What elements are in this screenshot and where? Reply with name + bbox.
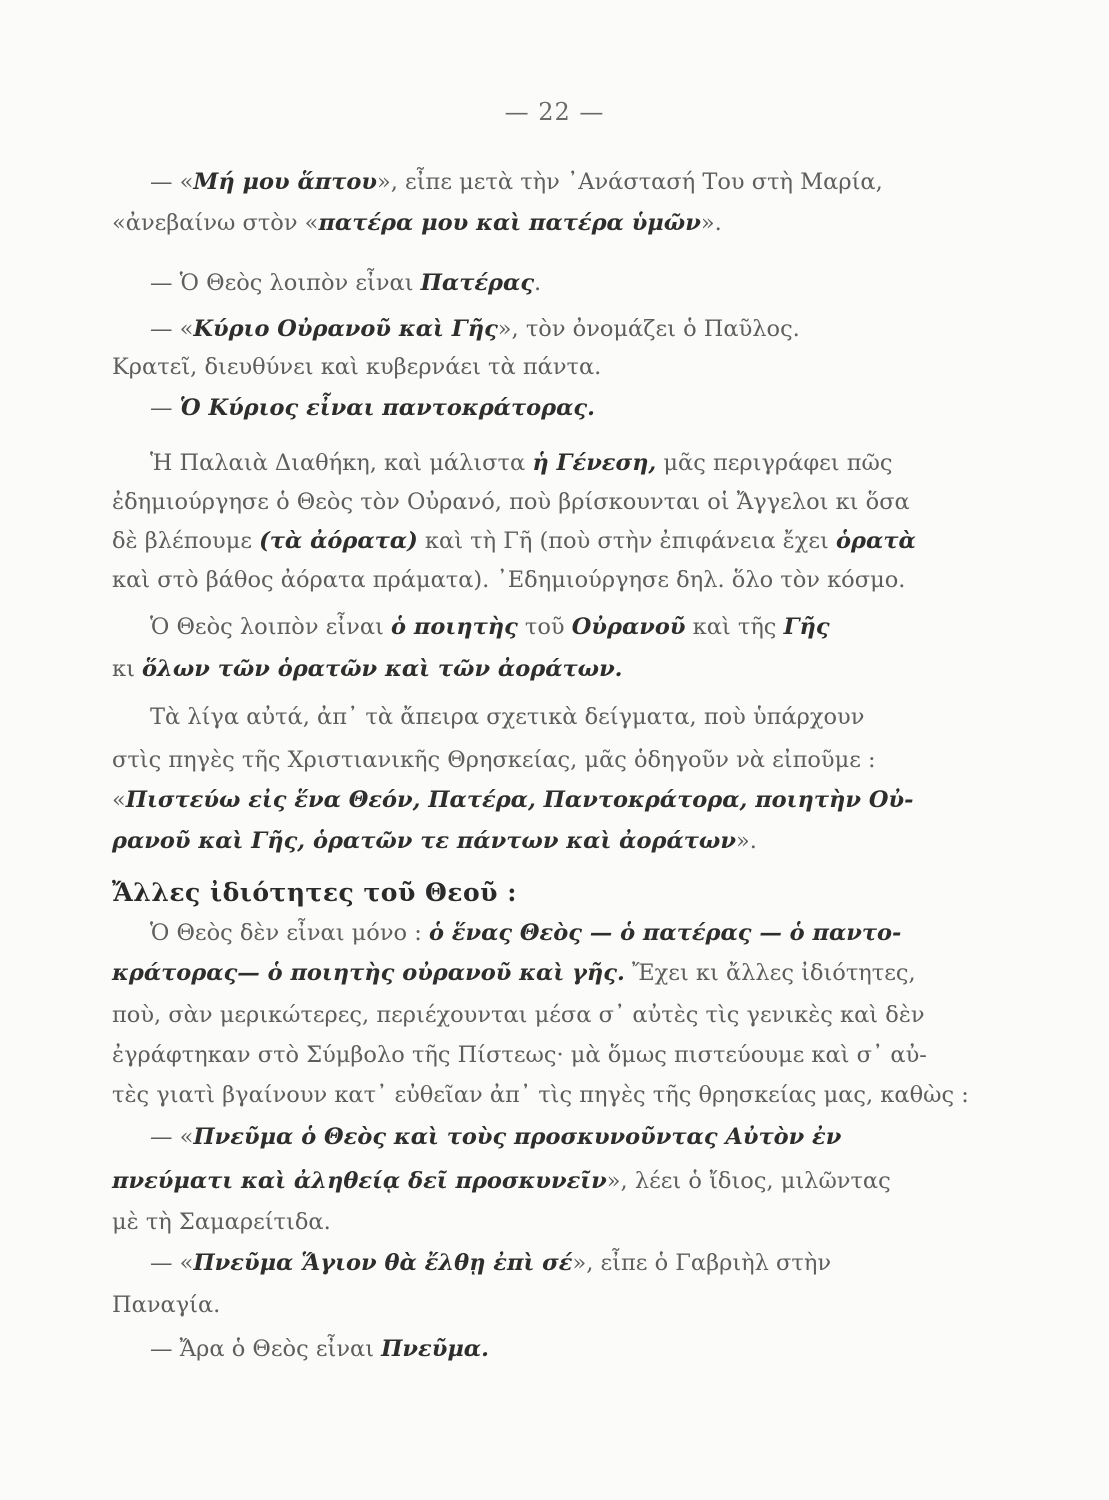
- text-line-16: [112, 826, 1002, 856]
- text-line-1: [150, 167, 1040, 197]
- emphasis-text: Πιστεύω εἰς ἕνα Θεόν, Πατέρα, Παντοκράτορα, ποιητὴν Οὐ-: [125, 787, 914, 813]
- body-text: καὶ στὸ βάθος ἀόρατα πράματα). ᾿Εδημιούργησε δηλ. ὅλο τὸν κόσμο.: [112, 567, 906, 593]
- emphasis-text: Πνεῦμα ὁ Θεὸς καὶ τοὺς προσκυνοῦντας Αὐτὸν ἐν: [193, 1124, 842, 1150]
- emphasis-text: Πατέρας: [420, 270, 535, 296]
- body-text: ».: [735, 828, 757, 854]
- emphasis-text: κράτορας— ὁ ποιητὴς οὐρανοῦ καὶ γῆς.: [112, 960, 625, 986]
- text-line-23: [150, 1122, 1040, 1152]
- text-line-11: [150, 612, 1040, 642]
- body-text: ».: [700, 210, 722, 236]
- heading-text: Ἄλλες ἰδιότητες τοῦ Θεοῦ :: [112, 878, 517, 907]
- body-text: στὶς πηγὲς τῆς Χριστιανικῆς Θρησκείας, μᾶς ὁδηγοῦν νὰ εἰποῦμε :: [112, 747, 876, 773]
- body-text: Ἔχει κι ἄλλες ἰδιότητες,: [624, 960, 916, 986]
- body-text: — «: [150, 169, 194, 195]
- body-text: Ἡ Παλαιὰ Διαθήκη, καὶ μάλιστα: [150, 450, 533, 476]
- text-line-14: [112, 745, 1002, 775]
- text-line-6: [150, 393, 1040, 423]
- emphasis-text: Οὐρανοῦ: [571, 614, 686, 640]
- emphasis-text: Πνεῦμα.: [381, 1336, 489, 1362]
- body-text: δὲ βλέπουμε: [112, 528, 260, 554]
- text-line-18: [150, 918, 1040, 948]
- body-text: μὲ τὴ Σαμαρείτιδα.: [112, 1209, 331, 1235]
- emphasis-text: Πνεῦμα Ἅγιον θὰ ἔλθῃ ἐπὶ σέ: [193, 1250, 573, 1276]
- text-line-3: [150, 268, 1040, 298]
- page-number: — 22 —: [504, 98, 605, 126]
- text-line-26: [150, 1248, 1040, 1278]
- text-line-10: [112, 565, 1002, 595]
- body-text: κι: [112, 656, 143, 682]
- emphasis-text: (τὰ ἀόρατα): [259, 528, 418, 554]
- body-text: — Ὁ Θεὸς λοιπὸν εἶναι: [150, 270, 421, 296]
- text-line-13: [150, 702, 1040, 732]
- text-line-20: [112, 1000, 1002, 1030]
- emphasis-text: Κύριο Οὐρανοῦ καὶ Γῆς: [193, 316, 498, 342]
- body-text: », εἶπε ὁ Γαβριὴλ στὴν: [572, 1250, 832, 1276]
- emphasis-text: ὁ ποιητὴς: [391, 614, 518, 640]
- text-line-8: [112, 487, 1002, 517]
- body-text: —: [150, 395, 180, 421]
- body-text: », λέει ὁ ἴδιος, μιλῶντας: [606, 1168, 891, 1194]
- emphasis-text: ὁ ἕνας Θεὸς — ὁ πατέρας — ὁ παντο-: [428, 920, 902, 946]
- body-text: «: [112, 787, 126, 813]
- text-line-22: [112, 1080, 1002, 1110]
- body-text: .: [534, 270, 542, 296]
- body-text: — «: [150, 1124, 194, 1150]
- body-text: καὶ τῆς: [685, 614, 784, 640]
- text-line-24: [112, 1166, 1002, 1196]
- text-line-9: [112, 526, 1002, 556]
- text-line-28: [150, 1334, 1040, 1364]
- emphasis-text: ὅλων τῶν ὁρατῶν καὶ τῶν ἀοράτων.: [142, 656, 623, 682]
- text-line-25: [112, 1207, 1002, 1237]
- text-line-5: [112, 352, 1002, 382]
- text-line-2: [112, 208, 1002, 238]
- text-line-21: [112, 1040, 1002, 1070]
- body-text: — Ἄρα ὁ Θεὸς εἶναι: [150, 1336, 382, 1362]
- emphasis-text: Μή μου ἅπτου: [193, 169, 377, 195]
- body-text: Κρατεῖ, διευθύνει καὶ κυβερνάει τὰ πάντα.: [112, 354, 602, 380]
- text-line-4: [150, 314, 1040, 344]
- body-text: Ὁ Θεὸς λοιπὸν εἶναι: [150, 614, 392, 640]
- emphasis-text: ἡ Γένεση,: [532, 450, 657, 476]
- text-line-27: [112, 1290, 1002, 1320]
- emphasis-text: ὁρατὰ: [836, 528, 916, 554]
- emphasis-text: πνεύματι καὶ ἀληθείᾳ δεῖ προσκυνεῖν: [112, 1168, 607, 1194]
- text-line-7: [150, 448, 1040, 478]
- body-text: — «: [150, 316, 194, 342]
- emphasis-text: πατέρα μου καὶ πατέρα ὑμῶν: [318, 210, 701, 236]
- emphasis-text: Γῆς: [783, 614, 830, 640]
- body-text: μᾶς περιγράφει πῶς: [656, 450, 893, 476]
- section-heading: [112, 878, 1002, 909]
- body-text: τοῦ: [517, 614, 572, 640]
- body-text: Τὰ λίγα αὐτά, ἀπ᾿ τὰ ἄπειρα σχετικὰ δείγματα, ποὺ ὑπάρχουν: [150, 704, 865, 730]
- emphasis-text: Ὁ Κύριος εἶναι παντοκράτορας.: [179, 395, 595, 421]
- body-text: », εἶπε μετὰ τὴν ᾿Ανάστασή Του στὴ Μαρία,: [376, 169, 883, 195]
- body-text: — «: [150, 1250, 194, 1276]
- text-line-15: [112, 785, 1002, 815]
- body-text: τὲς γιατὶ βγαίνουν κατ᾿ εὐθεῖαν ἀπ᾿ τὶς πηγὲς τῆς θρησκείας μας, καθὼς :: [112, 1082, 969, 1108]
- body-text: ἐγράφτηκαν στὸ Σύμβολο τῆς Πίστεως· μὰ ὅμως πιστεύουμε καὶ σ᾿ αὐ-: [112, 1042, 927, 1068]
- text-line-12: [112, 654, 1002, 684]
- body-text: Παναγία.: [112, 1292, 221, 1318]
- body-text: «ἀνεβαίνω στὸν «: [112, 210, 319, 236]
- body-text: ποὺ, σὰν μερικώτερες, περιέχουνται μέσα σ᾿ αὐτὲς τὶς γενικὲς καὶ δὲν: [112, 1002, 925, 1028]
- emphasis-text: ρανοῦ καὶ Γῆς, ὁρατῶν τε πάντων καὶ ἀοράτων: [112, 828, 736, 854]
- text-line-19: [112, 958, 1002, 988]
- body-text: Ὁ Θεὸς δὲν εἶναι μόνο :: [150, 920, 429, 946]
- body-text: καὶ τὴ Γῆ (ποὺ στὴν ἐπιφάνεια ἔχει: [417, 528, 837, 554]
- body-text: ἐδημιούργησε ὁ Θεὸς τὸν Οὐρανό, ποὺ βρίσκουνται οἱ Ἄγγελοι κι ὅσα: [112, 489, 910, 515]
- body-text: », τὸν ὀνομάζει ὁ Παῦλος.: [497, 316, 800, 342]
